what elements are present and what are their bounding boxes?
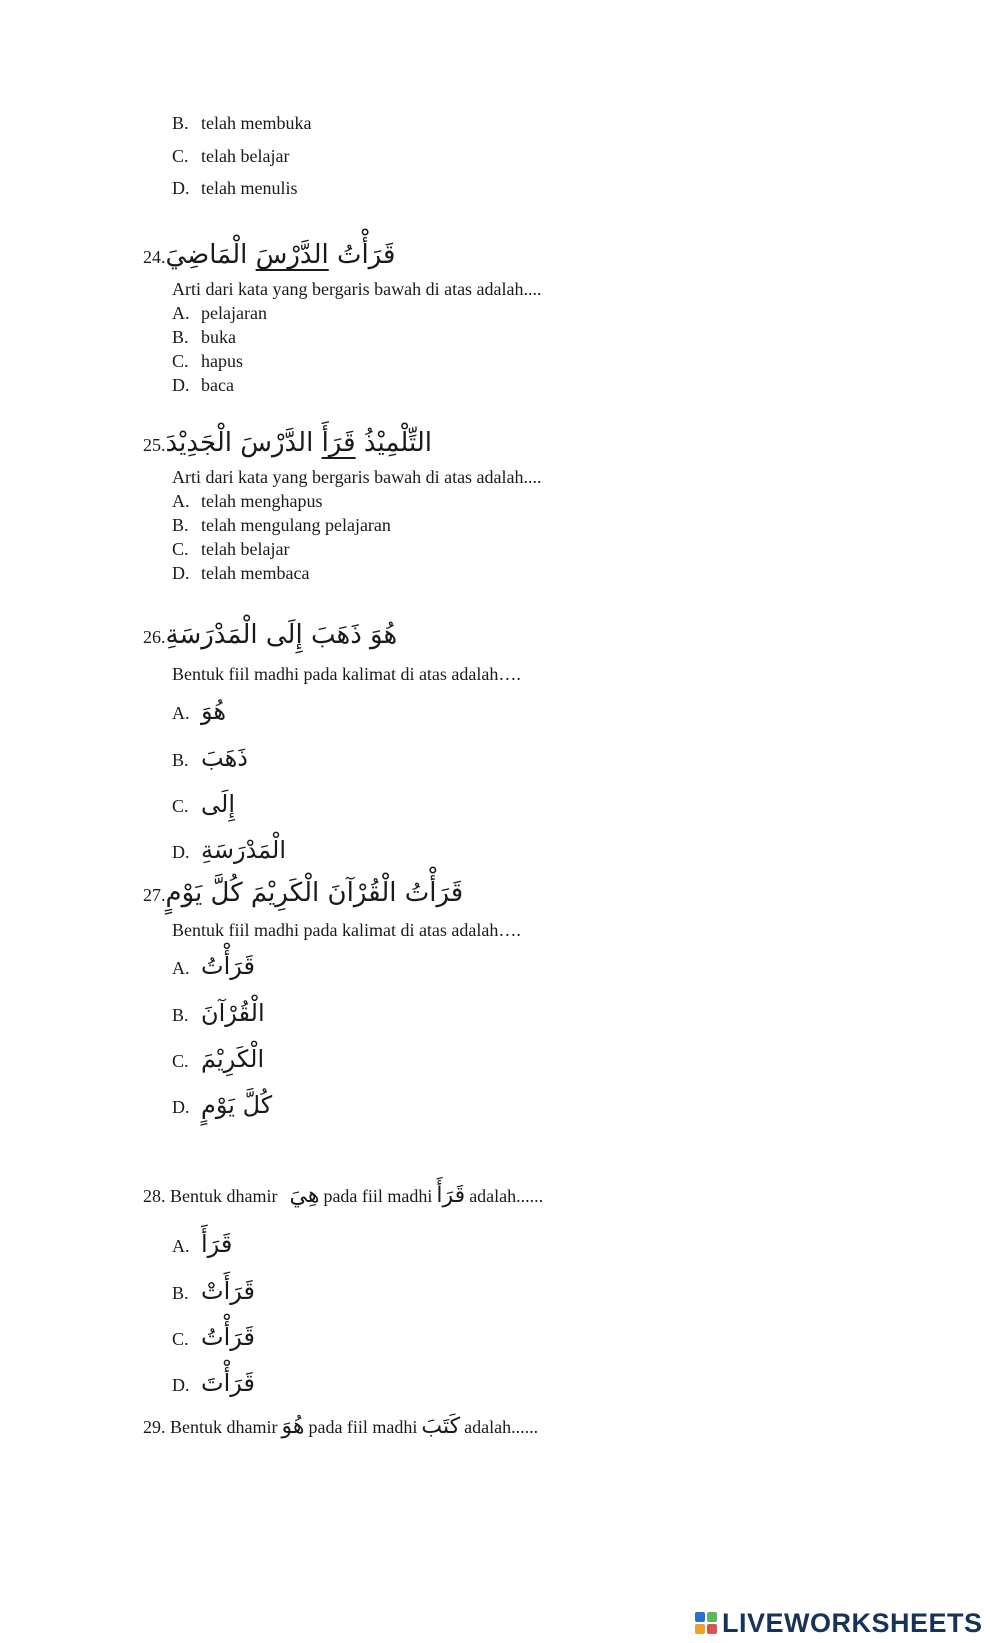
q29-text-1: Bentuk dhamir — [170, 1417, 278, 1437]
q25-underlined-word: قَرَأَ — [321, 428, 356, 458]
option-letter: B. — [172, 327, 189, 347]
q29-text-2: pada fiil madhi — [308, 1417, 418, 1437]
q28-stem — [143, 1183, 543, 1208]
option-arabic: قَرَأْتُ — [201, 952, 255, 980]
q26-option-b[interactable] — [172, 744, 248, 772]
option-letter: A. — [172, 703, 190, 723]
option-arabic: قَرَأْتَ — [201, 1369, 255, 1397]
option-text: telah menghapus — [201, 491, 323, 511]
q28-verb-arabic: قَرَأَ — [436, 1183, 466, 1208]
logo-square — [695, 1612, 705, 1622]
q27-option-d[interactable] — [172, 1091, 272, 1119]
q27-prompt: Bentuk fiil madhi pada kalimat di atas adalah…. — [172, 920, 521, 940]
q28-option-b[interactable] — [172, 1277, 255, 1305]
q25-stem — [143, 428, 432, 458]
q27-option-c[interactable] — [172, 1045, 264, 1073]
option-letter: A. — [172, 958, 190, 978]
option-letter: D. — [172, 1097, 190, 1117]
q26-prompt: Bentuk fiil madhi pada kalimat di atas adalah…. — [172, 664, 521, 684]
q29-stem — [143, 1414, 538, 1439]
option-text: buka — [201, 327, 236, 347]
option-letter: A. — [172, 491, 190, 511]
option-letter: C. — [172, 796, 189, 816]
option-letter: A. — [172, 1236, 190, 1256]
q25-option-d[interactable] — [172, 563, 309, 584]
q27-arabic-sentence: قَرَأْتُ الْقُرْآنَ الْكَرِيْمَ كُلَّ يَوْمٍ — [165, 878, 464, 908]
q24-stem — [143, 240, 395, 270]
option-letter: C. — [172, 539, 189, 559]
q29-text-3: adalah...... — [464, 1417, 539, 1437]
logo-square — [695, 1624, 705, 1634]
q25-option-c[interactable] — [172, 539, 289, 560]
q23-option-b[interactable] — [172, 113, 311, 134]
q24-option-a[interactable] — [172, 303, 267, 324]
option-letter: C. — [172, 351, 189, 371]
q23-option-d[interactable] — [172, 178, 297, 199]
question-number: 24. — [143, 247, 166, 267]
option-letter: B. — [172, 1283, 189, 1303]
q29-verb-arabic: كَتَبَ — [421, 1414, 461, 1439]
option-letter: B. — [172, 1005, 189, 1025]
option-text: telah membuka — [201, 113, 312, 133]
question-number: 29. — [143, 1417, 166, 1437]
logo-square — [707, 1612, 717, 1622]
q24-arabic-sentence: قَرَأْتُ الدَّرْسَ الْمَاضِيَ — [165, 240, 396, 270]
option-arabic: هُوَ — [201, 697, 227, 725]
q24-underlined-word: الدَّرْسَ — [255, 240, 329, 270]
logo-mark-icon — [695, 1612, 717, 1634]
q28-text-2: pada fiil madhi — [323, 1186, 433, 1206]
option-arabic: قَرَأْتُ — [201, 1323, 255, 1351]
option-letter: C. — [172, 146, 189, 166]
option-letter: B. — [172, 515, 189, 535]
option-text: telah mengulang pelajaran — [201, 515, 391, 535]
option-text: pelajaran — [201, 303, 267, 323]
option-arabic: قَرَأَتْ — [201, 1277, 255, 1305]
option-letter: C. — [172, 1051, 189, 1071]
question-number: 26. — [143, 627, 166, 647]
q28-text-3: adalah...... — [469, 1186, 544, 1206]
option-text: telah membaca — [201, 563, 310, 583]
option-arabic: قَرَأَ — [201, 1230, 233, 1258]
q24-option-c[interactable] — [172, 351, 243, 372]
q24-option-d[interactable] — [172, 375, 234, 396]
option-arabic: الْمَدْرَسَةِ — [201, 836, 287, 864]
option-text: hapus — [201, 351, 243, 371]
q26-option-d[interactable] — [172, 836, 286, 864]
question-number: 25. — [143, 435, 166, 455]
logo-square — [707, 1624, 717, 1634]
question-number: 28. — [143, 1186, 166, 1206]
option-letter: C. — [172, 1329, 189, 1349]
logo-text: LIVEWORKSHEETS — [722, 1607, 983, 1638]
q28-option-a[interactable] — [172, 1230, 232, 1258]
option-arabic: الْكَرِيْمَ — [201, 1045, 265, 1073]
q23-option-c[interactable] — [172, 146, 289, 167]
q28-option-d[interactable] — [172, 1369, 255, 1397]
q28-dhamir-arabic: هِيَ — [289, 1183, 320, 1208]
q27-option-a[interactable] — [172, 952, 255, 980]
option-arabic: إِلَى — [201, 790, 235, 818]
option-letter: B. — [172, 113, 189, 133]
q26-stem — [143, 620, 397, 650]
option-letter: B. — [172, 750, 189, 770]
option-text: telah belajar — [201, 146, 290, 166]
q27-option-b[interactable] — [172, 999, 265, 1027]
option-letter: A. — [172, 303, 190, 323]
q25-option-a[interactable] — [172, 491, 322, 512]
option-text: baca — [201, 375, 234, 395]
question-number: 27. — [143, 885, 166, 905]
option-letter: D. — [172, 842, 190, 862]
q26-option-c[interactable] — [172, 790, 235, 818]
q25-option-b[interactable] — [172, 515, 391, 536]
q26-arabic-sentence: هُوَ ذَهَبَ إِلَى الْمَدْرَسَةِ — [165, 620, 398, 650]
q29-dhamir-arabic: هُوَ — [281, 1414, 305, 1439]
liveworksheets-logo — [695, 1608, 995, 1638]
option-text: telah menulis — [201, 178, 298, 198]
q26-option-a[interactable] — [172, 697, 226, 725]
option-letter: D. — [172, 178, 190, 198]
option-arabic: ذَهَبَ — [201, 744, 248, 772]
option-letter: D. — [172, 563, 190, 583]
q24-prompt: Arti dari kata yang bergaris bawah di atas adalah.... — [172, 279, 542, 299]
q25-prompt: Arti dari kata yang bergaris bawah di atas adalah.... — [172, 467, 542, 487]
option-letter: D. — [172, 1375, 190, 1395]
q28-option-c[interactable] — [172, 1323, 255, 1351]
q24-option-b[interactable] — [172, 327, 236, 348]
option-arabic: الْقُرْآنَ — [201, 999, 265, 1027]
q25-arabic-sentence: التِّلْمِيْذُ قَرَأَ الدَّرْسَ الْجَدِيْدَ — [165, 428, 432, 458]
option-letter: D. — [172, 375, 190, 395]
q27-stem — [143, 878, 463, 908]
q28-text-1: Bentuk dhamir — [170, 1186, 278, 1206]
option-arabic: كُلَّ يَوْمٍ — [201, 1091, 273, 1119]
option-text: telah belajar — [201, 539, 290, 559]
